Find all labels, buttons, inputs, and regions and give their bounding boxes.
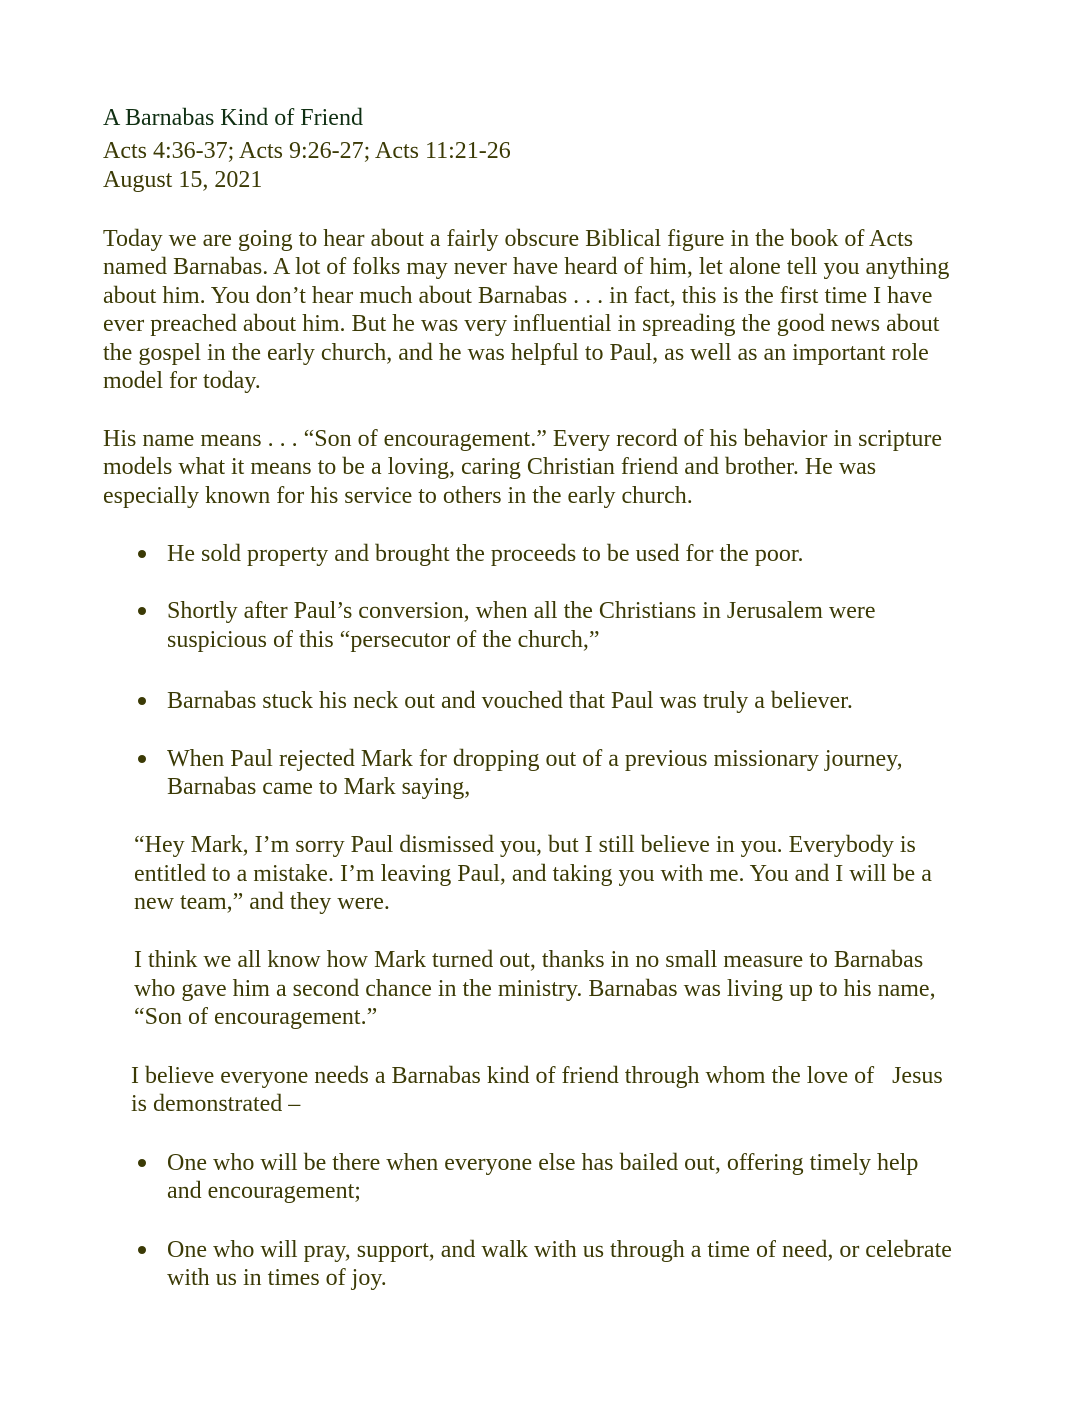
quote-line: new team,” and they were.	[134, 889, 390, 915]
list-item-text: Shortly after Paul’s conversion, when all the Christians in Jerusalem were	[167, 598, 876, 624]
quote-line: entitled to a mistake. I’m leaving Paul, and taking you with me. You and I will be a	[134, 861, 932, 887]
list-item-text: suspicious of this “persecutor of the church,”	[167, 627, 600, 653]
bullet-icon	[138, 697, 146, 705]
paragraph-line: ever preached about him. But he was very influential in spreading the good news about	[103, 311, 940, 337]
quote-line: “Hey Mark, I’m sorry Paul dismissed you, but I still believe in you. Everybody is	[134, 832, 916, 858]
list-item-text: One who will be there when everyone else has bailed out, offering timely help	[167, 1150, 919, 1176]
bullet-icon	[138, 1159, 146, 1167]
paragraph-line: Today we are going to hear about a fairly obscure Biblical figure in the book of Acts	[103, 226, 914, 252]
sermon-date: August 15, 2021	[103, 167, 263, 193]
paragraph-line: His name means . . . “Son of encouragement.” Every record of his behavior in scripture	[103, 426, 943, 452]
paragraph-line: the gospel in the early church, and he was helpful to Paul, as well as an important role	[103, 340, 929, 366]
list-item-text: Barnabas stuck his neck out and vouched that Paul was truly a believer.	[167, 688, 853, 714]
paragraph-line: models what it means to be a loving, caring Christian friend and brother. He was	[103, 454, 877, 480]
paragraph-line: especially known for his service to others in the early church.	[103, 483, 693, 509]
paragraph-line: “Son of encouragement.”	[134, 1004, 378, 1030]
bullet-icon	[138, 1246, 146, 1254]
list-item-text: He sold property and brought the proceeds to be used for the poor.	[167, 541, 804, 567]
paragraph-line: I believe everyone needs a Barnabas kind of friend through whom the love of Jesus	[131, 1063, 943, 1089]
list-item-text: Barnabas came to Mark saying,	[167, 774, 471, 800]
bullet-icon	[138, 607, 146, 615]
paragraph-line: model for today.	[103, 368, 261, 394]
document-title: A Barnabas Kind of Friend	[103, 105, 363, 131]
bullet-icon	[138, 550, 146, 558]
list-item-text: One who will pray, support, and walk with us through a time of need, or celebrate	[167, 1237, 952, 1263]
paragraph-line: about him. You don’t hear much about Barnabas . . . in fact, this is the first time I have	[103, 283, 933, 309]
bullet-icon	[138, 755, 146, 763]
paragraph-line: is demonstrated –	[131, 1091, 301, 1117]
paragraph-line: I think we all know how Mark turned out, thanks in no small measure to Barnabas	[134, 947, 924, 973]
list-item-text: with us in times of joy.	[167, 1265, 387, 1291]
paragraph-line: named Barnabas. A lot of folks may never have heard of him, let alone tell you anything	[103, 254, 950, 280]
scripture-reference: Acts 4:36-37; Acts 9:26-27; Acts 11:21-26	[103, 138, 511, 164]
list-item-text: and encouragement;	[167, 1178, 361, 1204]
list-item-text: When Paul rejected Mark for dropping out of a previous missionary journey,	[167, 746, 903, 772]
paragraph-line: who gave him a second chance in the ministry. Barnabas was living up to his name,	[134, 976, 936, 1002]
